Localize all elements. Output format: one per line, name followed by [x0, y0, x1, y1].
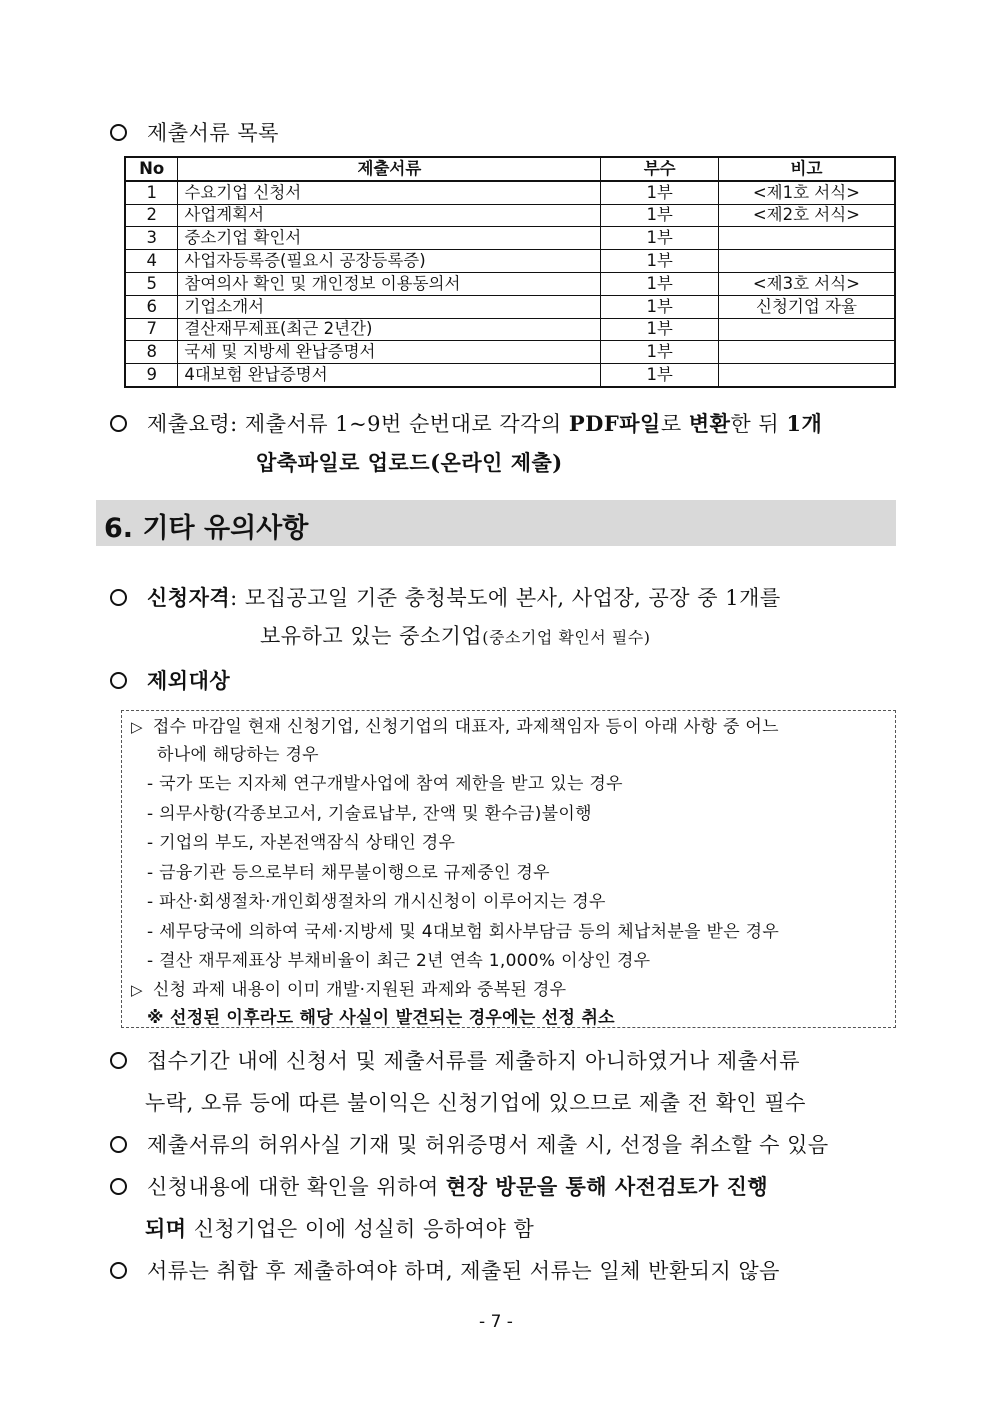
circle-bullet-icon — [110, 672, 127, 689]
note-3-text: 신청내용에 대한 확인을 위하여 — [147, 1175, 446, 1199]
eligibility-label: 신청자격 — [147, 585, 231, 610]
exclusion-label: 제외대상 — [147, 668, 231, 693]
table-row — [125, 250, 895, 273]
docs-list-heading — [110, 117, 279, 147]
note-2-text: 제출서류의 허위사실 기재 및 허위증명서 제출 시, 선정을 취소할 수 있음 — [147, 1133, 829, 1157]
circle-bullet-icon — [110, 589, 127, 606]
exclusion-warning: ※ 선정된 이후라도 해당 사실이 발견되는 경우에는 선정 취소 — [147, 1008, 615, 1028]
table-row — [125, 227, 895, 250]
row-note: <제2호 서식> — [718, 204, 895, 227]
row-note: <제1호 서식> — [718, 181, 895, 204]
circle-bullet-icon — [110, 415, 127, 432]
row-no: 4 — [125, 250, 178, 273]
circle-bullet-icon — [110, 124, 127, 141]
eligibility-line-1: : 모집공고일 기준 충청북도에 본사, 사업장, 공장 중 1개를 — [230, 586, 781, 610]
note-3-line-2 — [145, 1213, 534, 1243]
row-note — [718, 250, 895, 273]
row-document: 4대보험 완납증명서 — [178, 364, 601, 387]
table-row — [125, 318, 895, 341]
row-copies: 1부 — [601, 250, 718, 273]
exclusion-subitem: - 결산 재무제표상 부채비율이 최근 2년 연속 1,000% 이상인 경우 — [147, 951, 651, 971]
row-note: 신청기업 자율 — [718, 295, 895, 318]
exclusion-item — [131, 975, 566, 1000]
row-document: 결산재무제표(최근 2년간) — [178, 318, 601, 341]
submission-guide — [110, 408, 822, 438]
exclusion-item — [131, 712, 779, 737]
note-2 — [110, 1129, 829, 1159]
row-copies: 1부 — [601, 227, 718, 250]
docs-list-heading-text: 제출서류 목록 — [147, 121, 279, 145]
table-row — [125, 204, 895, 227]
exclusion-subitem: - 파산·회생절차·개인회생절차의 개시신청이 이루어지는 경우 — [147, 892, 606, 912]
header-no: No — [125, 157, 178, 181]
row-no: 2 — [125, 204, 178, 227]
table-row — [125, 295, 895, 318]
row-copies: 1부 — [601, 295, 718, 318]
documents-table — [124, 156, 896, 388]
eligibility-line-2: 보유하고 있는 중소기업 — [260, 624, 483, 648]
row-document: 사업자등록증(필요시 공장등록증) — [178, 250, 601, 273]
row-no: 5 — [125, 272, 178, 295]
submission-text-1: : 제출서류 1~9번 순번대로 각각의 — [230, 412, 569, 436]
row-note — [718, 318, 895, 341]
table-row — [125, 364, 895, 387]
exclusion-subitem: - 세무당국에 의하여 국세·지방세 및 4대보험 회사부담금 등의 체납처분을 받은 경우 — [147, 922, 780, 942]
row-document: 국세 및 지방세 완납증명서 — [178, 341, 601, 364]
note-3 — [110, 1171, 768, 1201]
submission-bold-convert: 변환 — [688, 411, 731, 436]
row-copies: 1부 — [601, 318, 718, 341]
note-3-line-2-text: 신청기업은 이에 성실히 응하여야 함 — [186, 1217, 535, 1241]
page-number: - 7 - — [479, 1312, 513, 1332]
row-note — [718, 227, 895, 250]
submission-bold-pdf: PDF파일 — [568, 411, 661, 436]
exclusion-subitem: - 기업의 부도, 자본전액잠식 상태인 경우 — [147, 833, 456, 853]
exclusion-item-cont: 하나에 해당하는 경우 — [157, 745, 319, 765]
submission-label: 제출요령 — [147, 412, 231, 436]
note-1-line-2: 누락, 오류 등에 따른 불이익은 신청기업에 있으므로 제출 전 확인 필수 — [145, 1091, 806, 1115]
triangle-bullet-icon: ▷ — [131, 718, 143, 736]
circle-bullet-icon — [110, 1262, 127, 1279]
row-copies: 1부 — [601, 272, 718, 295]
row-document: 중소기업 확인서 — [178, 227, 601, 250]
eligibility — [110, 582, 781, 612]
section-title: 6. 기타 유의사항 — [104, 513, 309, 544]
submission-bold-one: 1개 — [786, 411, 823, 436]
table-row — [125, 272, 895, 295]
note-3-line-2-bold: 되며 — [145, 1216, 187, 1241]
exclusion-subitem: - 의무사항(각종보고서, 기술료납부, 잔액 및 환수금)불이행 — [147, 804, 592, 824]
row-copies: 1부 — [601, 364, 718, 387]
row-copies: 1부 — [601, 204, 718, 227]
note-4 — [110, 1255, 780, 1285]
row-document: 기업소개서 — [178, 295, 601, 318]
exclusion-item-text: 접수 마감일 현재 신청기업, 신청기업의 대표자, 과제책임자 등이 아래 사항 중 어느 — [152, 717, 779, 737]
header-copies: 부수 — [601, 157, 718, 181]
row-no: 8 — [125, 341, 178, 364]
row-document: 사업계획서 — [178, 204, 601, 227]
submission-text-3: 한 뒤 — [730, 412, 787, 436]
circle-bullet-icon — [110, 1136, 127, 1153]
submission-line-2: 압축파일로 업로드(온라인 제출) — [256, 450, 563, 475]
circle-bullet-icon — [110, 1178, 127, 1195]
table-row — [125, 181, 895, 204]
circle-bullet-icon — [110, 1052, 127, 1069]
header-documents: 제출서류 — [178, 157, 601, 181]
header-notes: 비고 — [718, 157, 895, 181]
row-no: 1 — [125, 181, 178, 204]
triangle-bullet-icon: ▷ — [131, 981, 143, 999]
exclusion-subitem: - 금융기관 등으로부터 채무불이행으로 규제중인 경우 — [147, 863, 550, 883]
row-note — [718, 364, 895, 387]
row-document: 수요기업 신청서 — [178, 181, 601, 204]
row-no: 3 — [125, 227, 178, 250]
row-document: 참여의사 확인 및 개인정보 이용동의서 — [178, 272, 601, 295]
eligibility-line-2-small: (중소기업 확인서 필수) — [482, 628, 651, 647]
row-no: 6 — [125, 295, 178, 318]
row-note — [718, 341, 895, 364]
exclusion — [110, 665, 230, 695]
exclusion-subitem: - 국가 또는 지자체 연구개발사업에 참여 제한을 받고 있는 경우 — [147, 774, 623, 794]
table-header-row — [125, 157, 895, 181]
exclusion-item-text: 신청 과제 내용이 이미 개발·지원된 과제와 중복된 경우 — [152, 980, 567, 1000]
note-1-line-1: 접수기간 내에 신청서 및 제출서류를 제출하지 아니하였거나 제출서류 — [147, 1049, 801, 1073]
submission-text-2: 로 — [660, 412, 689, 436]
table-row — [125, 341, 895, 364]
note-1 — [110, 1045, 800, 1075]
note-3-bold: 현장 방문을 통해 사전검토가 진행 — [445, 1174, 769, 1199]
row-no: 9 — [125, 364, 178, 387]
row-copies: 1부 — [601, 181, 718, 204]
eligibility-line-2-wrap — [260, 620, 650, 650]
row-note: <제3호 서식> — [718, 272, 895, 295]
row-copies: 1부 — [601, 341, 718, 364]
row-no: 7 — [125, 318, 178, 341]
note-4-text: 서류는 취합 후 제출하여야 하며, 제출된 서류는 일체 반환되지 않음 — [147, 1259, 780, 1283]
